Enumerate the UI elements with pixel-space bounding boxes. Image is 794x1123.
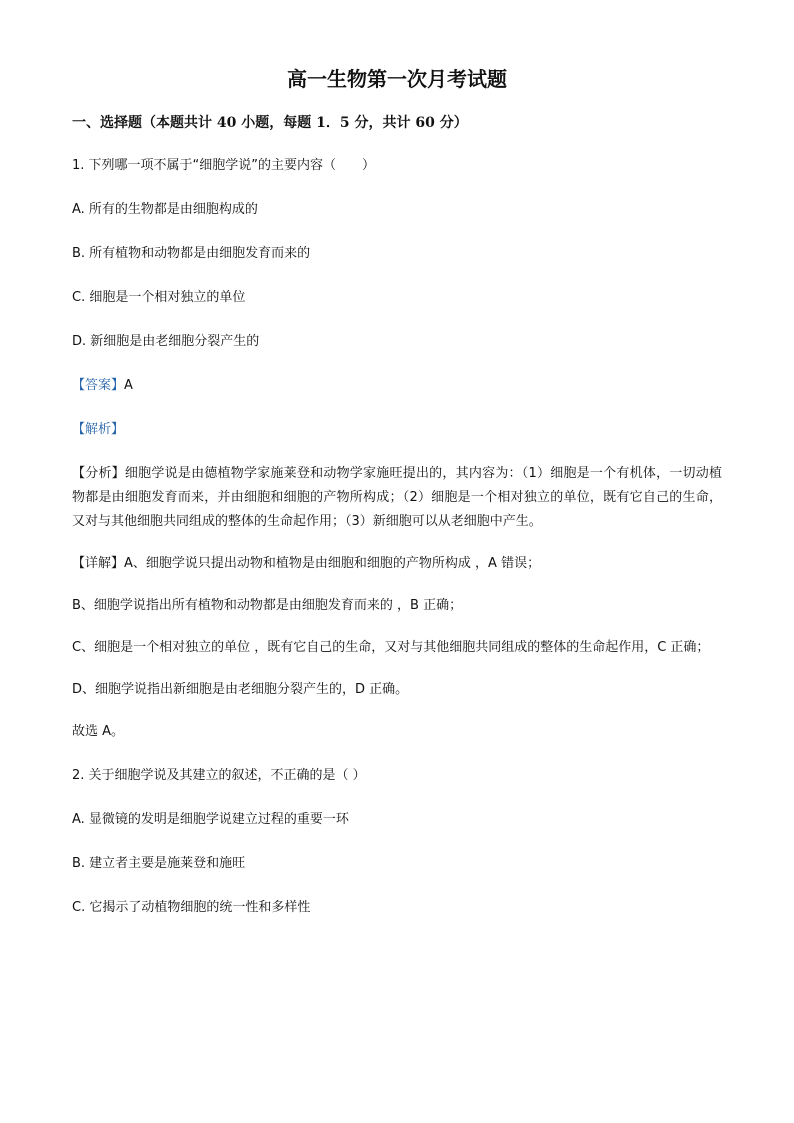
question-2-stem: 2. 关于细胞学说及其建立的叙述，不正确的是（ ） (72, 768, 366, 783)
question-1-analysis-heading (72, 418, 722, 442)
answer-tag: 【答案】 (72, 378, 125, 393)
question-2-option-a: A. 显微镜的发明是细胞学说建立过程的重要一环 (72, 812, 349, 827)
section-heading: 一、选择题（本题共计 40 小题，每题 1．5 分，共计 60 分） (72, 115, 468, 131)
page-title: 高一生物第一次月考试题 (287, 67, 507, 91)
question-1-stem: 1. 下列哪一项不属于“细胞学说”的主要内容（ ） (72, 158, 376, 173)
question-1-xiangjie-a (72, 552, 722, 576)
question-1-option-a: A. 所有的生物都是由细胞构成的 (72, 202, 258, 217)
question-1-option-b: B. 所有植物和动物都是由细胞发育而来的 (72, 246, 311, 261)
question-1-option-d: D. 新细胞是由老细胞分裂产生的 (72, 334, 260, 349)
answer-value: A (124, 378, 133, 393)
question-1-xiangjie-d: D、细胞学说指出新细胞是由老细胞分裂产生的，D 正确。 (72, 682, 409, 697)
fenxi-text: 细胞学说是由德植物学家施莱登和动物学家施旺提出的，其内容为：（1）细胞是一个有机体，一切动植物都是由细胞发育而来，并由细胞和细胞的产物所构成；（2）细胞是一个相对独立的单位，既有它自己的生命，又对与其他细胞共同组成的整体的生命起作用；（3）新细胞可以从老细胞中产生。 (72, 466, 722, 529)
question-1-xiangjie-c: C、细胞是一个相对独立的单位 ，既有它自己的生命，又对与其他细胞共同组成的整体的生命起作用，C 正确； (72, 640, 710, 655)
xiangjie-tag: 【详解】 (72, 556, 125, 571)
fenxi-tag: 【分析】 (72, 466, 125, 481)
analysis-tag: 【解析】 (72, 422, 125, 437)
question-1-xiangjie-b: B、细胞学说指出所有植物和动物都是由细胞发育而来的 ，B 正确； (72, 598, 463, 613)
question-1-conclusion: 故选 A。 (72, 724, 125, 739)
question-2-option-b: B. 建立者主要是施莱登和施旺 (72, 856, 246, 871)
question-1-option-c: C. 细胞是一个相对独立的单位 (72, 290, 246, 305)
question-1-fenxi (72, 462, 722, 534)
exam-page (72, 64, 722, 940)
question-2-option-c: C. 它揭示了动植物细胞的统一性和多样性 (72, 900, 311, 915)
question-1-answer (72, 374, 722, 398)
xiangjie-a-text: A、细胞学说只提出动物和植物是由细胞和细胞的产物所构成 ，A 错误； (124, 556, 541, 571)
